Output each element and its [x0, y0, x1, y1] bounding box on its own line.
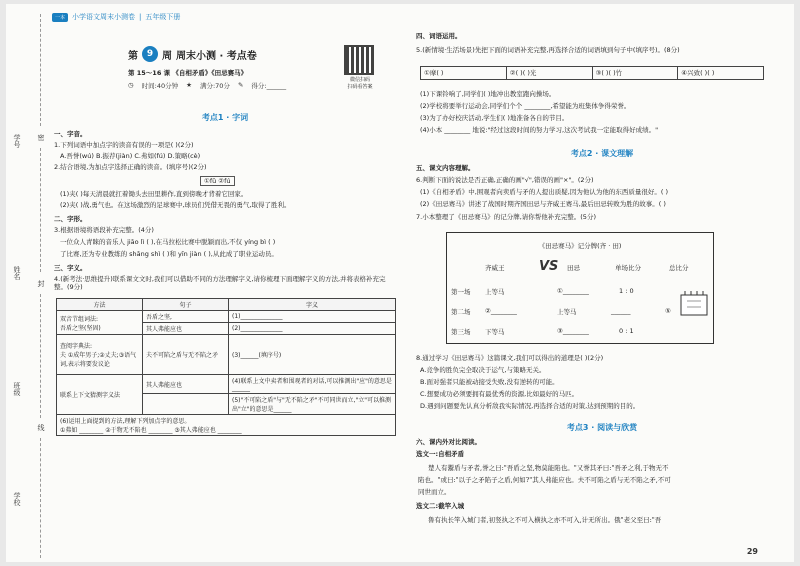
round-label: 第一场 [451, 288, 471, 296]
table-header: 字义 [229, 299, 396, 311]
question-8-d: D.遇到问题要先认真分析敌我实际情况,再选择合适的对策,达到预期的目的。 [420, 402, 640, 410]
table-cell: 吾盾之坚, [143, 311, 229, 323]
grade-name: 五年级下册 [145, 13, 181, 21]
answer-blank[interactable]: ______ [611, 307, 631, 315]
question-2-a: (1)夹( )每天清晨就扛着锄头去田里耕作,直到傍晚才背着它回家。 [60, 190, 248, 198]
reading-1-text: 陷也。"或曰:"以子之矛陷子之盾,何如?"其人弗能应也。夫不可陷之盾与无不陷之矛,不可 [418, 476, 671, 484]
word-blank[interactable]: ①摩( ) [421, 67, 507, 79]
table-cell [143, 394, 229, 415]
answer-cell[interactable]: (5)"不可陷之盾"与"无不陷之矛"不可同世而立,"立"可以推测出"立"的意思是______ [229, 394, 396, 415]
section-6: 六、课内外对比阅读。 [416, 438, 481, 446]
question-3: 3.根据语境将语段补充完整。(4分) [54, 226, 154, 234]
answer-blank[interactable]: ②________ [485, 307, 517, 315]
answer-cell[interactable]: ①弗如 ________ ②于物无不陷也 ________ ③其人弗能应也 ________ [60, 427, 242, 434]
answer-cell[interactable]: (1)______________ [229, 311, 396, 323]
cell-text: (6)运用上面提到的方法,理解下列加点字的意思。 [60, 418, 191, 425]
qr-caption [341, 77, 379, 91]
section-1: 一、字音。 [54, 130, 87, 138]
cell-text: 夫 ①成年男子;②丈夫;③语气词,表示将要发议论 [60, 352, 137, 368]
reading-2-title: 选文二:截竿入城 [416, 502, 465, 510]
seal-mark: 密 [37, 134, 45, 141]
question-5-c: (3)为了办好校庆活动,学生们( )地准备各自的节目。 [420, 114, 569, 122]
star-icon: ★ [186, 81, 192, 89]
question-6: 6.判断下面的说法是否正确,正确的画"√",错误的画"×"。(2分) [416, 176, 594, 184]
table-cell: 其人弗能应也 [143, 323, 229, 335]
brand-logo: 一本 [52, 13, 68, 22]
week-number-badge: 9 [142, 46, 158, 62]
week-suffix: 周 [162, 50, 172, 62]
gutter-label-school: 学校 [13, 492, 21, 506]
question-2-choices: ①fǔ ②fú [200, 176, 235, 186]
question-3-a: 一位众人青睐的音乐人 jiāo lì ( ),在马拉松比赛中脱颖而出,不仅 yíng bì ( ) [60, 238, 276, 246]
word-fill-row [420, 66, 764, 80]
table-cell [57, 415, 396, 436]
key-point-2-title: 考点2 · 课文理解 [570, 149, 634, 158]
qr-caption-line: 扫码看答案 [347, 84, 373, 90]
round-label: 第三场 [451, 328, 471, 336]
lesson-range: 第 15～16 课 《自相矛盾》《田忌赛马》 [128, 69, 248, 77]
table-row [57, 375, 396, 394]
reading-1-text: 同世而立。 [418, 488, 451, 496]
seal-line [40, 148, 41, 272]
word-blank[interactable]: ②( )( )光 [507, 67, 593, 79]
seal-line [40, 438, 41, 558]
score-field: 得分:______ [251, 82, 287, 90]
test-name: 周末小测 · 考点卷 [176, 50, 257, 62]
calendar-icon [679, 289, 709, 319]
gutter-label-student-no: 学号 [13, 134, 21, 148]
seal-line [40, 294, 41, 418]
question-8-a: A.竞争的胜负完全取决于运气,与策略无关。 [420, 366, 546, 374]
question-5-a: (1)下课铃响了,同学们( )地冲出教室跑向操场。 [420, 90, 556, 98]
scoreboard-title: 《田忌赛马》记分牌(齐 · 田) [538, 242, 622, 250]
horse-tian: 上等马 [557, 308, 577, 316]
round-label: 第二场 [451, 308, 471, 316]
col-header: 总比分 [669, 264, 689, 272]
answer-cell[interactable]: (2)______________ [229, 323, 396, 335]
page-number: 29 [746, 547, 758, 556]
binding-gutter [6, 4, 52, 562]
cell-text: 双音节组词法: [60, 315, 99, 323]
table-header: 方法 [57, 299, 143, 311]
header-divider: | [139, 13, 142, 21]
method-table [56, 298, 396, 436]
question-1: 1.下列词语中加点字的读音有误的一项是( )(2分) [54, 141, 194, 149]
page-header [52, 10, 180, 24]
time-limit: 时间:40分钟 [141, 82, 179, 90]
table-header-row [57, 299, 396, 311]
clock-icon: ◷ [128, 81, 134, 89]
seal-line [40, 14, 41, 126]
question-4: 4.(新考法·思维提升)联系课文文时,我们可以借助不同的方法理解字义,请你梳理下面理解字义的方法,并将表格补充完整。(9分) [54, 275, 386, 291]
question-8: 8.通过学习《田忌赛马》这篇课文,我们可以得出的道理是( )(2分) [416, 354, 604, 362]
table-cell [57, 311, 143, 335]
reading-2-text: 鲁有执长竿入城门者,初竖执之不可入横执之亦不可入,计无所出。俄"老父至曰:"吾 [428, 516, 662, 524]
section-3: 三、字义。 [54, 264, 87, 272]
round-score: 0 : 1 [619, 327, 634, 335]
question-7: 7.小本整理了《田忌赛马》的记分牌,请你帮他补充完整。(5分) [416, 213, 596, 221]
qr-caption-line: 微信扫码 [349, 77, 370, 83]
word-blank[interactable]: ④兴致( )( ) [681, 69, 715, 77]
section-2: 二、字形。 [54, 215, 87, 223]
question-1-options: A.吾誉(wú) B.振荐(jiàn) C.弗如(fú) D.策略(cè) [60, 152, 201, 160]
word-blank[interactable]: ③( )( )竹 [593, 67, 679, 79]
question-2: 2.结合语境,为加点字选择正确的读音。(填序号)(2分) [54, 163, 207, 171]
answer-blank[interactable]: ③________ [557, 327, 589, 335]
answer-cell[interactable]: (4)联系上文中卖者和围观者的对话,可以推测出"应"的意思是______ [229, 375, 396, 394]
question-6-b: (2)《田忌赛马》讲述了战国时期齐国田忌与齐威王赛马,最后田忌转败为胜的故事。( ) [420, 200, 666, 208]
gutter-label-name: 姓名 [13, 266, 21, 280]
versus-icon: VS [539, 259, 559, 274]
answer-cell[interactable]: (3)______(填序号) [229, 335, 396, 375]
qr-code-icon[interactable] [344, 45, 374, 75]
col-header: 单场比分 [615, 264, 641, 272]
pen-icon: ✎ [237, 81, 244, 89]
seal-mark: 封 [37, 280, 45, 287]
question-5: 5.(新情境·生活场景)先把下面的词语补充完整,再选择合适的词语填到句子中(填序号)。(8分) [416, 46, 680, 54]
col-header: 齐威王 [485, 264, 505, 272]
horse-qi: 上等马 [485, 288, 505, 296]
full-score: 满分:70分 [199, 82, 230, 90]
round-score: 1 : 0 [619, 287, 634, 295]
table-cell: 夫不可陷之盾与无不陷之矛 [143, 335, 229, 375]
seal-mark: 线 [37, 424, 45, 431]
question-8-b: B.面对强者只能被动接受失败,没有逆转的可能。 [420, 378, 559, 386]
table-row [57, 311, 396, 323]
question-5-d: (4)小本 ________ 地说:"经过这段时间的努力学习,这次考试我一定能取得好成绩。" [420, 126, 659, 134]
reading-1-title: 选文一:自相矛盾 [416, 450, 465, 458]
right-column [416, 4, 788, 562]
cell-text: 查阅字典法: [60, 343, 93, 350]
section-5: 五、课文内容理解。 [416, 164, 475, 172]
table-cell: 联系上下文猜测字义法 [57, 375, 143, 415]
test-meta [128, 81, 286, 90]
key-point-3-title: 考点3 · 阅读与欣赏 [566, 423, 638, 432]
horse-qi: 下等马 [485, 328, 505, 336]
question-8-c: C.想要成功必须要拥有最优秀的资源,比如最好的马匹。 [420, 390, 579, 398]
table-row [57, 415, 396, 436]
table-header: 句子 [143, 299, 229, 311]
race-scoreboard [446, 232, 714, 344]
total-score-label: ⑤ [665, 307, 671, 315]
cell-text: 吾盾之坚(坚固) [60, 324, 101, 332]
answer-blank[interactable]: ①________ [557, 287, 589, 295]
question-3-b: 了比赛,还为专业教练的 shāng shì ( )和 yīn jiàn ( ),从此成了职业运动员。 [60, 250, 278, 258]
table-cell [57, 335, 143, 375]
series-name: 小学语文周末小测卷 [72, 13, 136, 21]
question-6-a: (1)《自相矛盾》中,围观者向卖盾与矛的人提出质疑,因为他认为他的东西质量很好。( ) [420, 188, 668, 196]
page-title [128, 46, 257, 62]
gutter-label-class: 班级 [13, 382, 21, 396]
week-prefix: 第 [128, 50, 138, 62]
reading-1-text: 楚人有鬻盾与矛者,誉之曰:"吾盾之坚,物莫能陷也。"又誉其矛曰:"吾矛之利,于物无不 [428, 464, 669, 472]
question-5-b: (2)学校将要举行运动会,同学们个个 ________,希望能为班集体争得荣誉。 [420, 102, 631, 110]
key-point-1-title: 考点1 · 字词 [201, 113, 249, 122]
col-header: 田忌 [567, 264, 580, 272]
question-2-b: (2)夹( )战,勇气也。在这场激烈的足球赛中,球员们凭借无畏的勇气,取得了胜利。 [60, 201, 291, 209]
table-row [57, 335, 396, 375]
section-4: 四、词语运用。 [416, 32, 462, 40]
left-column [52, 4, 398, 562]
table-cell: 其人弗能应也 [143, 375, 229, 394]
